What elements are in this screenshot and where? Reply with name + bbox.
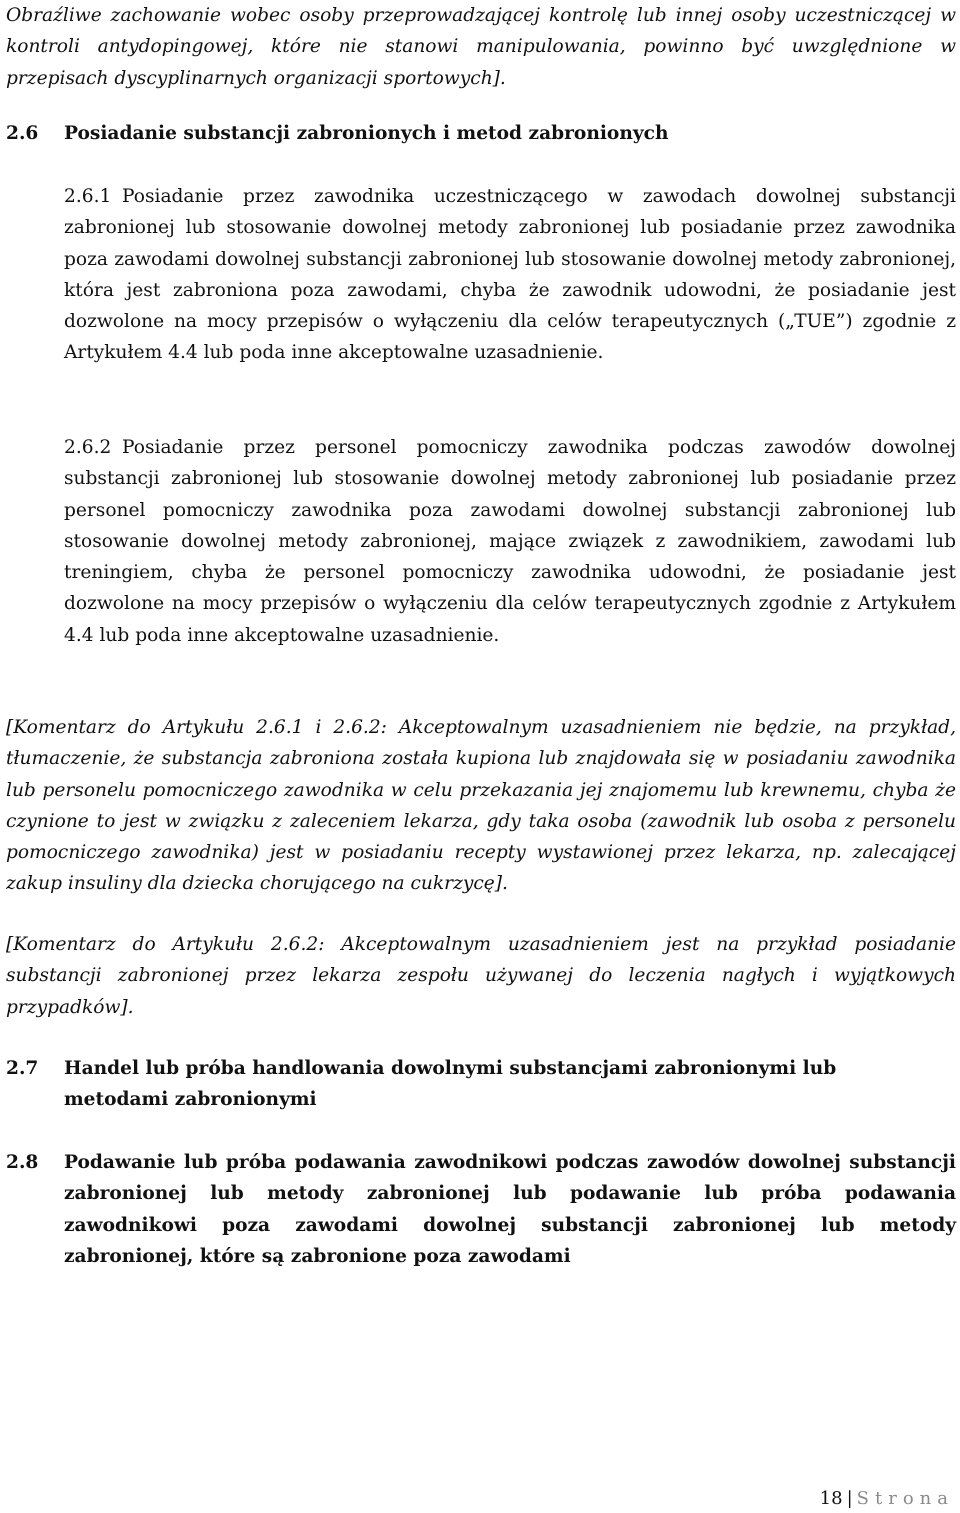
section-title: Posiadanie substancji zabronionych i metod zabronionych	[64, 123, 669, 144]
section-number: 2.7	[6, 1058, 39, 1079]
clause-number: 2.6.1	[64, 186, 112, 207]
page-footer	[820, 1487, 954, 1511]
comment-article-2-6-2: [Komentarz do Artykułu 2.6.2: Akceptowalnym uzasadnieniem jest na przykład posiadanie substancji zabronionej przez lekarza zespołu używanej do leczenia nagłych i wyjątkowych przypadków].	[6, 934, 956, 1018]
section-title: Handel lub próba handlowania dowolnymi substancjami zabronionymi lub metodami zabronionymi	[64, 1058, 837, 1111]
clause-body: Posiadanie przez zawodnika uczestniczącego w zawodach dowolnej substancji zabronionej lub stosowanie dowolnej metody zabronionej lub posiadanie przez zawodnika poza zawodami dowolnej substancji zabronionej lub stosowanie dowolnej metody zabronionej, która jest zabroniona poza zawodami, chyba że zawodnik udowodni, że posiadanie jest dozwolone na mocy przepisów o wyłączeniu dla celów terapeutycznych („TUE”) zgodnie z Artykułem 4.4 lub poda inne akceptowalne uzasadnienie.	[64, 186, 956, 364]
clause-number: 2.6.2	[64, 437, 112, 458]
section-2-6-heading	[0, 118, 960, 150]
section-2-7-heading	[0, 1053, 960, 1117]
section-number: 2.8	[6, 1152, 39, 1173]
intro-paragraph: Obraźliwe zachowanie wobec osoby przeprowadzającej kontrolę lub innej osoby uczestniczącej w kontroli antydopingowej, które nie stanowi manipulowania, powinno być uwzględnione w przepisach dyscyplinarnych organizacji sportowych].	[6, 5, 956, 89]
page-number: 18	[819, 1488, 843, 1509]
footer-separator: |	[846, 1488, 853, 1509]
section-2-8-heading	[0, 1147, 960, 1277]
clause-body: Posiadanie przez personel pomocniczy zawodnika podczas zawodów dowolnej substancji zabronionej lub stosowanie dowolnej metody zabronionej lub posiadanie przez personel pomocniczy zawodnika poza zawodami dowolnej substancji zabronionej lub stosowanie dowolnej metody zabronionej, mające związek z zawodnikiem, zawodami lub treningiem, chyba że personel pomocniczy zawodnika udowodni, że posiadanie jest dozwolone na mocy przepisów o wyłączeniu dla celów terapeutycznych zgodnie z Artykułem 4.4 lub poda inne akceptowalne uzasadnienie.	[64, 437, 956, 646]
page-word: Strona	[856, 1488, 954, 1509]
section-title: Podawanie lub próba podawania zawodnikowi podczas zawodów dowolnej substancji zabronionej lub metody zabronionej lub podawanie lub próba podawania zawodnikowi poza zawodami dowolnej substancji zabronionej lub metody zabronionej, które są zabronione poza zawodami	[64, 1152, 956, 1267]
clause-text	[64, 181, 956, 369]
clause-text	[64, 432, 956, 651]
section-number: 2.6	[6, 123, 39, 144]
comment-article-2-6-1-2-6-2: [Komentarz do Artykułu 2.6.1 i 2.6.2: Akceptowalnym uzasadnieniem nie będzie, na przykład, tłumaczenie, że substancja zabroniona została kupiona lub znajdowała się w posiadaniu zawodnika lub personelu pomocniczego zawodnika w celu przekazania jej znajomemu lub krewnemu, chyba że czynione to jest w związku z zaleceniem lekarza, gdy taka osoba (zawodnik lub osoba z personelu pomocniczego zawodnika) jest w posiadaniu recepty wystawionej przez lekarza, np. zalecającej zakup insuliny dla dziecka chorującego na cukrzycę].	[6, 717, 956, 895]
